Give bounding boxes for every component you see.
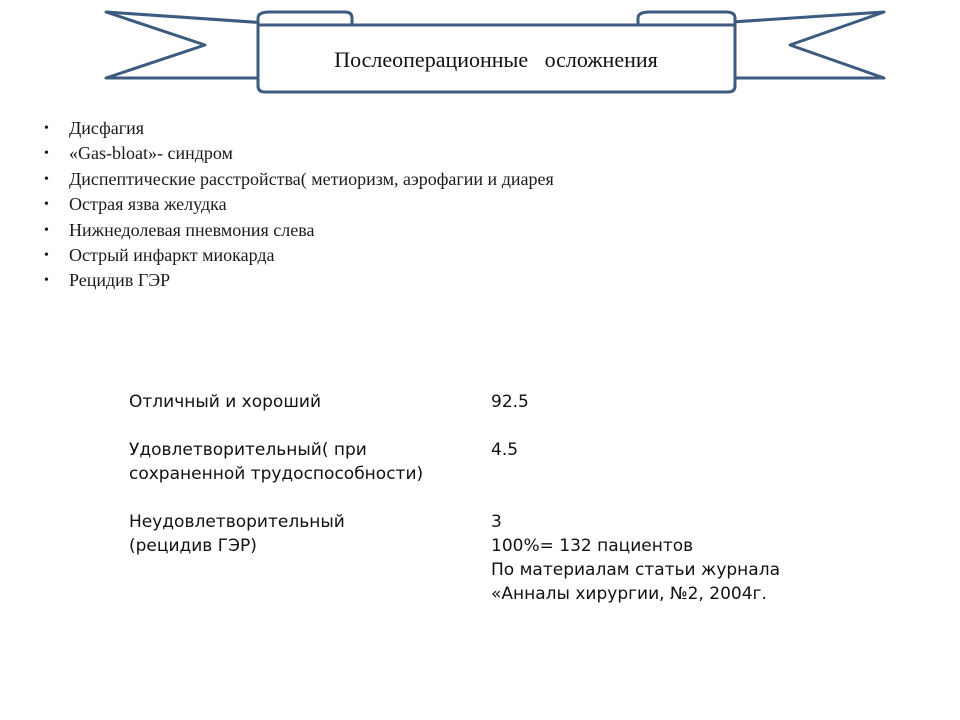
ribbon-left-fold [258,12,352,25]
complication-text: «Gas-bloat»- синдром [69,143,233,164]
slide-title: Послеоперационные осложнения [334,47,658,72]
list-item [44,218,554,243]
complication-text: Дисфагия [69,118,145,138]
complication-text: Рецидив ГЭР [69,270,171,291]
bullet-icon: • [44,197,49,213]
bullet-icon: • [44,222,49,238]
source-journal: «Анналы хирургии, №2, 2004г. [491,584,767,604]
bullet-icon: • [44,146,49,162]
bullet-icon: • [44,247,49,263]
list-item [44,141,554,166]
list-item [44,192,554,217]
result-value: 3 100%= 132 пациентов По материалам статьи журнала «Анналы хирургии, №2, 2004г. [491,510,829,606]
result-label: Неудовлетворительный (рецидив ГЭР) [129,512,345,556]
result-value: 4.5 [491,440,519,460]
list-item [44,167,554,192]
source-note: По материалам статьи журнала [491,560,780,580]
ribbon-right-fold [638,12,735,25]
bullet-icon: • [44,171,49,187]
result-label: Удовлетворительный( при сохраненной трудоспособности) [129,440,424,484]
complications-list [44,116,554,294]
complication-text: Диспептические расстройства( метиоризм, аэрофагии и диарея [69,168,554,189]
bullet-icon: • [44,121,49,136]
complication-text: Нижнедолевая пневмония слева [69,219,315,240]
result-label: Отличный и хороший [129,392,321,412]
bullet-icon: • [44,273,49,289]
complication-text: Острая язва желудка [69,194,227,215]
list-item [44,116,554,141]
list-item [44,268,554,293]
result-value: 92.5 [491,392,529,412]
list-item [44,243,554,268]
complication-text: Острый инфаркт миокарда [69,244,275,265]
patients-total-note: 100%= 132 пациентов [491,536,694,556]
